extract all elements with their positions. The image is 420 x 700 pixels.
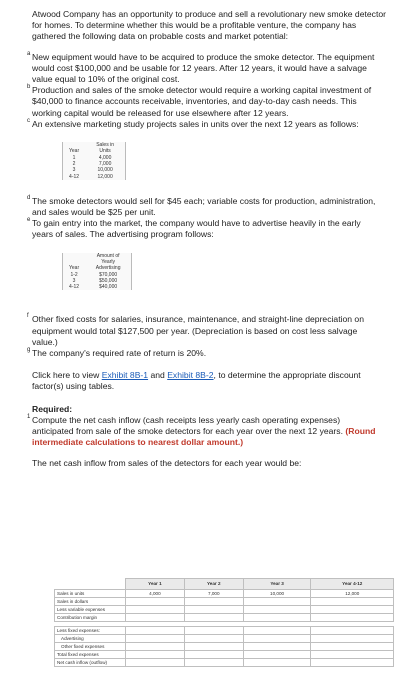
advertising-table xyxy=(62,253,132,291)
answer-input[interactable] xyxy=(311,659,394,667)
answer-input[interactable] xyxy=(311,635,394,643)
answer-input[interactable] xyxy=(243,598,311,606)
answer-input[interactable] xyxy=(243,635,311,643)
table-row: Net cash inflow (outflow) xyxy=(55,659,394,667)
answer-input[interactable] xyxy=(126,635,185,643)
table-row: Total fixed expenses xyxy=(55,651,394,659)
exhibit-instructions: Click here to view Exhibit 8B-1 and Exhibit 8B-2, to determine the appropriate discount factor(s) using tables. xyxy=(32,370,361,392)
table-row: Sales in dollars xyxy=(55,598,394,606)
sales-units-table xyxy=(62,142,126,180)
table-row: 2 7,000 xyxy=(72,160,112,167)
net-cash-inflow-table xyxy=(54,578,394,667)
answer-input[interactable] xyxy=(243,614,311,622)
answer-input[interactable] xyxy=(243,606,311,614)
table-row: 1-2 $70,000 xyxy=(70,271,118,278)
bullet-e: e To gain entry into the market, the company would have to advertise heavily in the early years of sales. The advertising program follows: xyxy=(27,217,361,240)
answer-input[interactable] xyxy=(184,606,243,614)
bullet-c: c An extensive marketing study projects sales in units over the next 12 years as follows: xyxy=(27,117,359,129)
rounding-note: (Round intermediate calculations to nearest dollar amount.) xyxy=(32,426,376,448)
answer-input[interactable] xyxy=(311,643,394,651)
answer-input[interactable] xyxy=(184,635,243,643)
answer-input[interactable] xyxy=(311,606,394,614)
table-row: Advertising xyxy=(55,635,394,643)
table-row: 4-12 12,000 xyxy=(69,173,113,180)
bullet-b: b Production and sales of the smoke detector would require a working capital investment of $40,000 to finance accounts receivable, inventories, and day-to-day cash needs. This working capital would be released for use elsewhere after 12 years. xyxy=(27,84,372,118)
required-1: 1 Compute the net cash inflow (cash receipts less yearly cash operating expenses) anticipated from sale of the smoke detectors for each year over the next 12 years. (Round intermediate calculations to nearest dollar amount.) xyxy=(27,413,376,448)
exhibit-8b1-link[interactable]: Exhibit 8B-1 xyxy=(101,370,149,381)
table-row: 3 10,000 xyxy=(72,167,113,174)
answer-question: The net cash inflow from sales of the detectors for each year would be: xyxy=(32,458,302,469)
answer-input[interactable] xyxy=(184,598,243,606)
problem-page xyxy=(10,0,414,470)
col-year-1: Year 1 xyxy=(126,579,185,590)
table-row: Other fixed expenses xyxy=(55,643,394,651)
intro-text: Atwood Company has an opportunity to produce and sell a revolutionary new smoke detector for homes. To determine whether this would be a profitable venture, the company has gathered the following data on probable costs and market potential: xyxy=(32,9,386,42)
corner-cell xyxy=(55,579,126,590)
answer-input[interactable] xyxy=(184,643,243,651)
col-year-4-12: Year 4-12 xyxy=(311,579,394,590)
exhibit-8b2-link[interactable]: Exhibit 8B-2 xyxy=(167,370,214,381)
answer-input[interactable] xyxy=(126,651,185,659)
bullet-a: a New equipment would have to be acquired to produce the smoke detector. The equipment would cost $100,000 and be usable for 12 years. After 12 years, it would have a salvage value equal to 10% of the original cost. xyxy=(27,50,375,85)
table-row: 3 $50,000 xyxy=(72,277,118,284)
table-row: Contribution margin xyxy=(55,614,394,622)
ad-amount-header: Amount of Yearly Advertising xyxy=(95,252,121,272)
answer-input[interactable] xyxy=(126,614,185,622)
sales-units-header: Sales in Units xyxy=(96,142,114,155)
required-heading: Required: xyxy=(32,403,73,414)
table-row: Less fixed expenses: xyxy=(55,627,394,635)
table-row: Sales in units 4,000 7,000 10,000 12,000 xyxy=(55,590,394,598)
col-year-3: Year 3 xyxy=(243,579,311,590)
answer-input[interactable] xyxy=(184,614,243,622)
answer-input[interactable] xyxy=(126,606,185,614)
answer-input[interactable] xyxy=(243,651,311,659)
ad-year-header: Year xyxy=(69,265,80,272)
answer-input[interactable] xyxy=(126,598,185,606)
answer-input[interactable] xyxy=(311,614,394,622)
answer-input[interactable] xyxy=(126,643,185,651)
table-row: Less variable expenses xyxy=(55,606,394,614)
row-label: Sales in units xyxy=(55,590,126,598)
bullet-g: g The company's required rate of return is 20%. xyxy=(27,347,207,359)
answer-input[interactable] xyxy=(184,651,243,659)
answer-input[interactable] xyxy=(126,659,185,667)
answer-input[interactable] xyxy=(243,643,311,651)
sales-year-header: Year xyxy=(69,148,80,155)
col-year-2: Year 2 xyxy=(184,579,243,590)
bullet-d: d The smoke detectors would sell for $45 each; variable costs for production, administration, and sales would be $25 per unit. xyxy=(27,194,376,218)
answer-input[interactable] xyxy=(311,651,394,659)
answer-input[interactable] xyxy=(311,598,394,606)
answer-input[interactable] xyxy=(184,659,243,667)
table-row: 1 4,000 xyxy=(72,154,112,161)
answer-input[interactable] xyxy=(243,659,311,667)
bullet-f: f Other fixed costs for salaries, insurance, maintenance, and straight-line depreciation on equipment would total $127,500 per year. (Depreciation is based on cost less salvage value.) xyxy=(27,313,364,347)
table-row: 4-12 $40,000 xyxy=(69,284,118,291)
